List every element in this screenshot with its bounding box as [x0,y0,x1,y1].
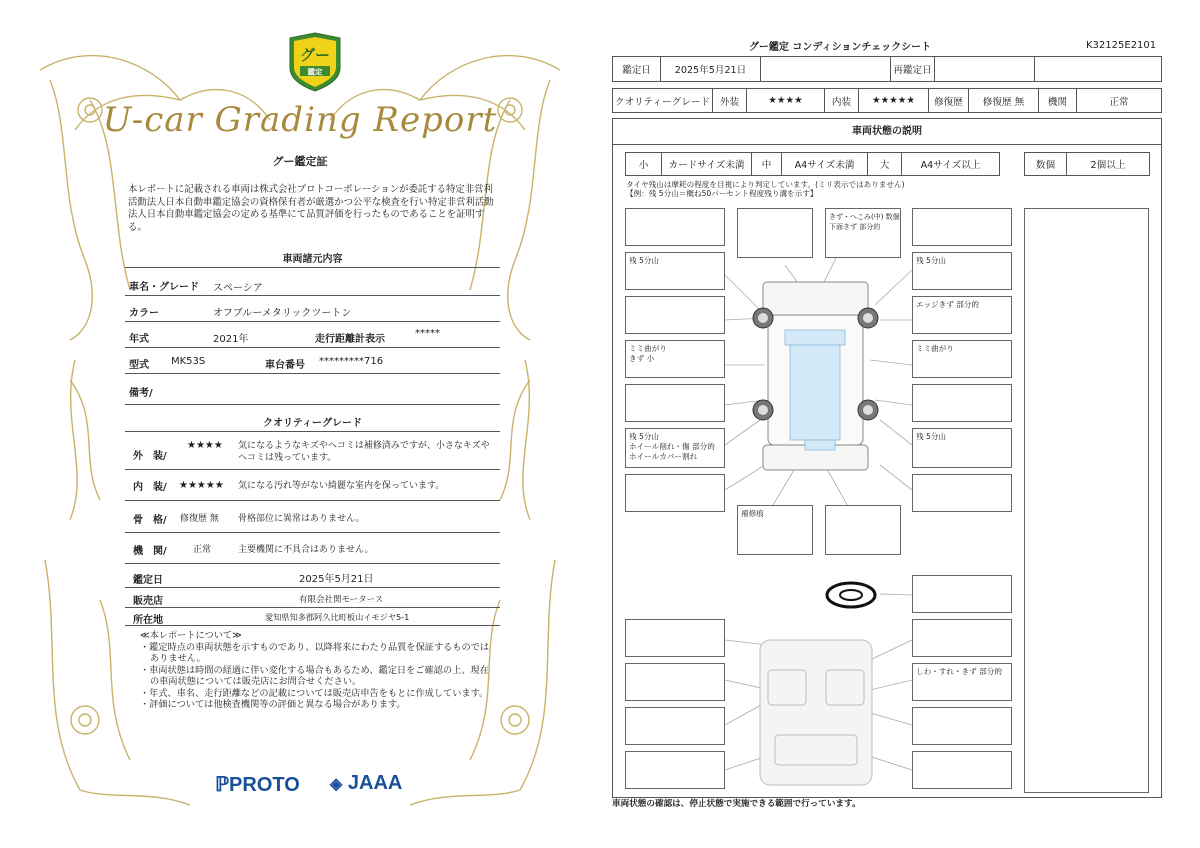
damage-box [625,340,725,378]
damage-box [625,751,725,789]
damage-box [912,575,1012,613]
spec-row-remarks [125,375,500,405]
note-l-tire-rear: 残 5分山 ホイール削れ・傷 部分的 ホイールカバー割れ [629,432,715,461]
spec-name-value: スペーシア [213,283,263,294]
damage-box [912,707,1012,745]
explain-title: 車両状態の説明 [613,119,1161,145]
ext-label: 外装 [712,89,746,113]
quality-top-rule [125,430,500,432]
damage-box [912,296,1012,334]
note-rear: 補修痕 [741,509,764,518]
sheet-footer: 車両状態の確認は、停止状態で実施できる範囲で行っています。 [612,799,861,809]
spec-year-label: 年式 [129,334,149,345]
size-large: 大 [868,153,902,176]
damage-box [912,208,1012,246]
int-label: 内装 [824,89,858,113]
damage-box [912,619,1012,657]
sheet-code: K32125E2101 [1086,40,1157,51]
damage-box [625,208,725,246]
damage-box [625,474,725,512]
frame-label: 骨 格/ [133,515,167,526]
damage-box [912,751,1012,789]
engine-label: 機 関/ [133,546,167,557]
size-large-desc: A4サイズ以上 [902,153,1000,176]
note-item: ・年式、車名、走行距離などの記載については販売店申告をもとに作成しています。 [140,687,489,699]
spec-row-year [125,323,500,348]
repair-value: 修復歴 無 [968,89,1038,113]
size-mid-desc: A4サイズ未満 [782,153,868,176]
remarks-side-panel [1024,208,1149,793]
damage-box [825,208,901,258]
report-title: U-car Grading Report [102,100,498,140]
count-label: 数個 [1025,153,1067,176]
damage-box [625,619,725,657]
goo-kantei-badge-logo [286,32,344,92]
note-front-top: きず・へこみ(中) 数個 下面きず 部分的 [829,213,900,231]
spec-year-value: 2021年 [213,334,249,345]
interior-label: 内 装/ [133,482,167,493]
certificate-title: グー鑑定証 [272,155,328,168]
report-notes [140,630,490,711]
note-item: ・車両状態は時間の経過に伴い変化する場合もあるため、鑑定日をご確認の上、現在の車両状態については販売店にお問合せください。 [140,664,489,687]
size-mid: 中 [752,153,782,176]
note-r-tire-front: 残 5分山 [916,256,947,265]
quality-row-exterior [125,434,500,470]
info-date-label: 鑑定日 [133,575,163,586]
note-r-edge: エッジきず 部分的 [916,300,980,309]
quality-row-frame [125,502,500,533]
damage-box [912,474,1012,512]
interior-stars: ★★★★★ [179,480,224,491]
certificate-statement: 本レポートに記載される車両は株式会社プロトコーポレーションが委託する特定非営利活動法人日本自動車鑑定協会の資格保有者が厳選かつ公平な検査を行い特定非営利活動法人日本自動車鑑定協会の定める基準にて品質評価を行ったものであることを証明する。 [128,184,494,233]
quality-row-engine [125,534,500,564]
engine-value: 正常 [1076,89,1161,113]
damage-box [912,252,1012,290]
info-address-value: 愛知県知多郡阿久比町板山イモジヤ5-1 [265,612,410,622]
count-desc: 2個以上 [1067,153,1150,176]
steering-wheel-icon [827,583,875,607]
quality-row-interior [125,471,500,501]
repair-label: 修復歴 [928,89,968,113]
size-small-desc: カードサイズ未満 [662,153,752,176]
specs-top-rule [125,266,500,268]
damage-box [912,384,1012,422]
tire-note-line-2: 【例：残 5分山＝概ね50パーセント程度残り溝を示す】 [626,189,818,198]
frame-text: 骨格部位に異常はありません。 [238,514,365,524]
svg-text:鑑定: 鑑定 [307,67,323,77]
exterior-text: 気になるようなキズやヘコミは補修済みですが、小さなキズやヘコミは残っています。 [238,441,490,463]
spec-mileage-value: ***** [415,328,440,339]
grade-label: クオリティーグレード [613,89,713,113]
interior-text: 気になる汚れ等がない綺麗な室内を保っています。 [238,481,445,491]
damage-box [737,505,813,555]
date-label: 鑑定日 [613,57,661,82]
jaaa-logo: ◈ JAAA [330,772,403,794]
note-r-side: ミミ曲がり [916,344,954,353]
specs-heading: 車両諸元内容 [282,254,343,265]
spec-row-color [125,297,500,322]
info-row-date [125,565,500,588]
spec-row-name [125,272,500,296]
damage-box [625,663,725,701]
frame-value: 修復歴 無 [180,514,219,524]
note-l-tire-front: 残 5分山 [629,256,660,265]
svg-text:グー: グー [299,46,331,64]
spec-model-value: MK53S [171,356,206,367]
spec-chassis-label: 車台番号 [265,360,305,371]
note-l-side: ミミ曲がり きず 小 [629,344,667,363]
note-item: ・評価については他検査機関等の評価と異なる場合があります。 [140,699,406,710]
exterior-stars: ★★★★ [187,440,223,451]
spec-model-label: 型式 [129,360,149,371]
damage-box [737,208,813,258]
damage-box [912,428,1012,468]
size-small: 小 [626,153,662,176]
engine-text: 主要機関に不具合はありません。 [238,545,374,555]
date-value: 2025年5月21日 [661,57,761,82]
ext-value: ★★★★ [746,89,824,113]
damage-box [625,252,725,290]
int-value: ★★★★★ [858,89,928,113]
damage-box [912,663,1012,701]
recheck-label: 再鑑定日 [891,57,935,82]
spec-mileage-label: 走行距離計表示 [315,334,385,345]
damage-box [625,384,725,422]
engine-label: 機関 [1038,89,1076,113]
note-r-tire-rear: 残 5分山 [916,432,947,441]
tire-note-line-1: タイヤ残山は摩耗の程度を目視により判定しています。(ミリ表示ではありません) [626,180,905,189]
notes-title: ≪本レポートについて≫ [140,630,242,641]
damage-box [825,505,901,555]
spec-color-value: オフブルーメタリックツートン [213,308,352,319]
spec-name-label: 車名・グレード [129,282,199,293]
info-address-label: 所在地 [133,615,163,626]
info-dealer-label: 販売店 [133,596,163,607]
info-row-address [125,609,500,626]
note-item: ・鑑定時点の車両状態を示すものであり、以降将来にわたり品質を保証するものではありません。 [140,641,490,664]
spec-row-model [125,349,500,374]
brand-logos [215,770,415,800]
exterior-label: 外 装/ [133,451,167,462]
damage-box [625,296,725,334]
spec-chassis-value: *********716 [319,356,384,367]
spec-color-label: カラー [129,308,159,319]
info-dealer-value: 有限会社関モータース [299,595,384,605]
note-seat: しわ・すれ・きず 部分的 [916,667,1002,676]
condition-sheet-page [600,0,1200,848]
damage-box [912,340,1012,378]
damage-box [625,428,725,468]
engine-value: 正常 [193,545,212,555]
proto-logo: ℙPROTO [215,774,300,796]
quality-heading: クオリティーグレード [263,418,362,429]
info-date-value: 2025年5月21日 [299,574,374,585]
sheet-title: グー鑑定 コンディションチェックシート [748,42,932,53]
damage-box [625,707,725,745]
info-row-dealer [125,589,500,608]
spec-remarks-label: 備考/ [129,388,153,399]
